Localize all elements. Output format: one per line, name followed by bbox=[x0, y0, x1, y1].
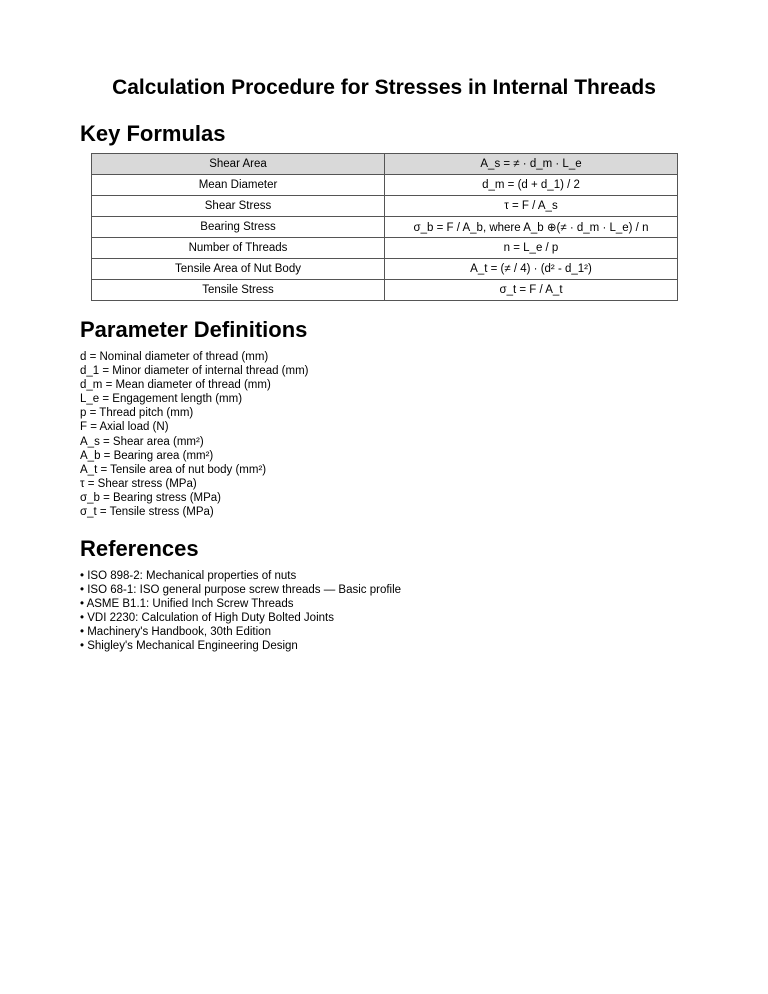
list-item: A_b = Bearing area (mm²) bbox=[80, 449, 214, 462]
formula-cell: d_m = (d + d_1) / 2 bbox=[385, 175, 678, 196]
table-row bbox=[92, 175, 678, 196]
formula-table bbox=[91, 153, 678, 301]
list-item: • Shigley's Mechanical Engineering Design bbox=[80, 640, 298, 653]
list-item: p = Thread pitch (mm) bbox=[80, 407, 194, 420]
parameter-definitions-heading: Parameter Definitions bbox=[80, 317, 308, 342]
formula-name-cell: Mean Diameter bbox=[92, 175, 385, 196]
reference-list bbox=[80, 569, 401, 654]
list-item: σ_t = Tensile stress (MPa) bbox=[80, 506, 214, 519]
formula-cell: n = L_e / p bbox=[385, 238, 678, 259]
list-item: d = Nominal diameter of thread (mm) bbox=[80, 351, 269, 363]
formula-cell: τ = F / A_s bbox=[385, 196, 678, 217]
list-item: τ = Shear stress (MPa) bbox=[80, 477, 197, 490]
list-item: • ASME B1.1: Unified Inch Screw Threads bbox=[80, 598, 294, 611]
formula-cell: σ_t = F / A_t bbox=[385, 280, 678, 301]
table-row bbox=[92, 154, 678, 175]
list-item: • VDI 2230: Calculation of High Duty Bolted Joints bbox=[80, 612, 334, 625]
formula-cell: A_s = ≠ · d_m · L_e bbox=[385, 154, 678, 175]
formula-cell: A_t = (≠ / 4) · (d² - d_1²) bbox=[385, 259, 678, 280]
formula-name-cell: Number of Threads bbox=[92, 238, 385, 259]
list-item: A_s = Shear area (mm²) bbox=[80, 435, 204, 448]
references-heading: References bbox=[80, 536, 199, 561]
key-formulas-heading: Key Formulas bbox=[80, 121, 226, 146]
list-item: F = Axial load (N) bbox=[80, 421, 169, 434]
formula-name-cell: Shear Area bbox=[92, 154, 385, 175]
list-item: L_e = Engagement length (mm) bbox=[80, 393, 243, 406]
list-item: d_m = Mean diameter of thread (mm) bbox=[80, 379, 271, 392]
table-row bbox=[92, 259, 678, 280]
list-item: • ISO 898-2: Mechanical properties of nuts bbox=[80, 570, 297, 582]
table-row bbox=[92, 238, 678, 259]
list-item: • ISO 68-1: ISO general purpose screw threads — Basic profile bbox=[80, 584, 402, 597]
formula-cell: σ_b = F / A_b, where A_b ⊕(≠ · d_m · L_e) / n bbox=[385, 217, 678, 238]
table-row bbox=[92, 280, 678, 301]
list-item: • Machinery's Handbook, 30th Edition bbox=[80, 626, 271, 639]
table-row bbox=[92, 196, 678, 217]
list-item: σ_b = Bearing stress (MPa) bbox=[80, 491, 221, 504]
formula-name-cell: Bearing Stress bbox=[92, 217, 385, 238]
parameter-list bbox=[80, 350, 309, 519]
formula-name-cell: Tensile Area of Nut Body bbox=[92, 259, 385, 280]
list-item: d_1 = Minor diameter of internal thread (mm) bbox=[80, 365, 309, 378]
table-row bbox=[92, 217, 678, 238]
formula-name-cell: Tensile Stress bbox=[92, 280, 385, 301]
page-title: Calculation Procedure for Stresses in Internal Threads bbox=[112, 76, 656, 99]
formula-name-cell: Shear Stress bbox=[92, 196, 385, 217]
list-item: A_t = Tensile area of nut body (mm²) bbox=[80, 463, 267, 476]
